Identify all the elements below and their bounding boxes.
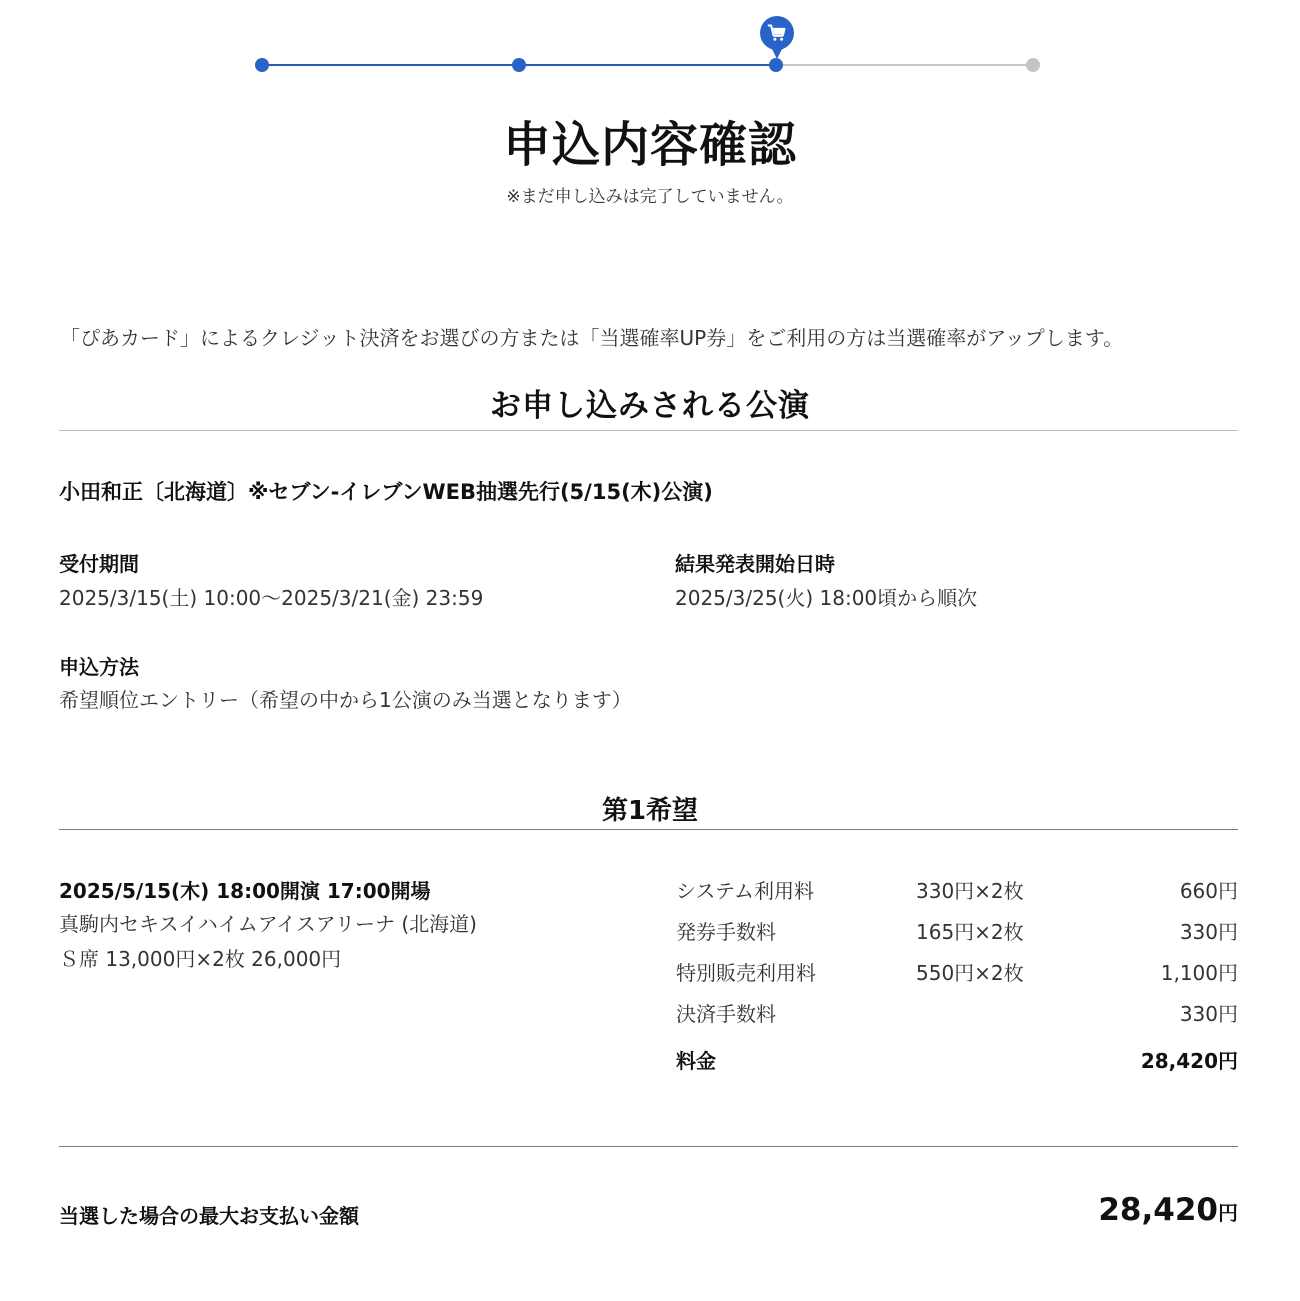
fee-amount: 660円 [1179, 879, 1238, 903]
max-payment-amount [1098, 1192, 1238, 1228]
choice-title: 第1希望 [601, 796, 699, 826]
fee-amount: 330円 [1179, 920, 1238, 944]
result-date-label: 結果発表開始日時 [675, 552, 835, 576]
seat-info: Ｓ席 13,000円×2枚 26,000円 [59, 947, 342, 971]
progress-line-todo [776, 64, 1034, 66]
section-divider [59, 430, 1238, 431]
step-2-dot [512, 58, 526, 72]
max-payment-label: 当選した場合の最大お支払い金額 [59, 1204, 359, 1228]
method-value: 希望順位エントリー（希望の中から1公演のみ当選となります） [59, 688, 632, 712]
fee-unit: 165円×2枚 [916, 920, 1024, 944]
fee-amount: 330円 [1179, 1002, 1238, 1026]
total-divider [59, 1146, 1238, 1147]
fee-name: システム利用料 [676, 879, 814, 903]
total-label: 料金 [676, 1049, 716, 1073]
cart-icon [767, 23, 787, 43]
fee-name: 特別販売利用料 [676, 961, 816, 985]
max-payment-number: 28,420 [1098, 1192, 1218, 1228]
step-3-dot [769, 58, 783, 72]
result-date-value: 2025/3/25(火) 18:00頃から順次 [675, 586, 978, 610]
page-subtitle: ※まだ申し込みは完了していません。 [506, 187, 794, 207]
fee-row [676, 873, 1238, 914]
current-step-badge [760, 16, 794, 50]
fee-unit: 330円×2枚 [916, 879, 1024, 903]
performance-datetime: 2025/5/15(木) 18:00開演 17:00開場 [59, 879, 431, 903]
fee-name: 発券手数料 [676, 920, 776, 944]
fee-row [676, 914, 1238, 955]
method-label: 申込方法 [59, 655, 139, 679]
choice-divider [59, 829, 1238, 830]
step-4-dot [1026, 58, 1040, 72]
event-name: 小田和正〔北海道〕※セブン-イレブンWEB抽選先行(5/15(木)公演) [59, 480, 713, 504]
performance-venue: 真駒内セキスイハイムアイスアリーナ (北海道) [59, 912, 477, 936]
probability-notice: 「ぴあカード」によるクレジット決済をお選びの方または「当選確率UP券」をご利用の方は当選確率がアップします。 [60, 326, 1124, 350]
fee-unit: 550円×2枚 [916, 961, 1024, 985]
fee-total-row [676, 1043, 1238, 1084]
fee-row [676, 996, 1238, 1037]
reception-period-value: 2025/3/15(土) 10:00～2025/3/21(金) 23:59 [59, 586, 484, 610]
fee-amount: 1,100円 [1160, 961, 1238, 985]
step-1-dot [255, 58, 269, 72]
page-title: 申込内容確認 [502, 117, 797, 173]
fee-row [676, 955, 1238, 996]
progress-stepper [262, 64, 1034, 66]
fee-name: 決済手数料 [676, 1002, 776, 1026]
total-amount: 28,420円 [1140, 1049, 1238, 1073]
reception-period-label: 受付期間 [59, 552, 139, 576]
section-title-performance: お申し込みされる公演 [490, 388, 810, 424]
max-payment-unit: 円 [1218, 1201, 1238, 1225]
fee-table [676, 873, 1238, 1084]
